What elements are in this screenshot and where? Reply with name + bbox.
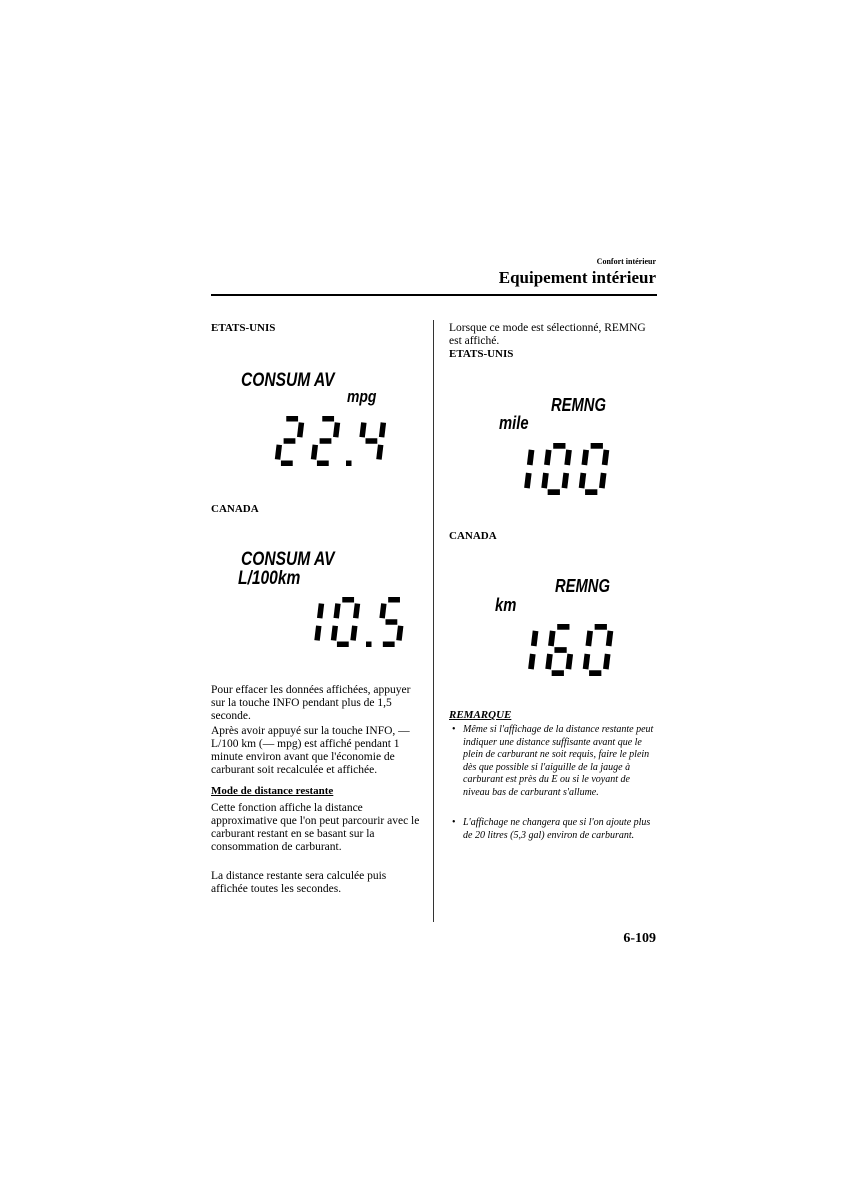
- lcd-digits: [274, 416, 394, 466]
- page-title: Equipement intérieur: [498, 268, 656, 287]
- lcd-segment: [336, 604, 338, 619]
- lcd-unit: mpg: [347, 387, 377, 406]
- lcd-segment: [300, 423, 302, 438]
- lcd-segment: [584, 450, 586, 465]
- bullet-icon: •: [452, 724, 456, 735]
- lcd-segment: [382, 604, 384, 619]
- usa-heading-right: ETATS-UNIS: [449, 348, 514, 360]
- lcd-unit: L/100km: [238, 568, 301, 589]
- column-divider: [433, 320, 434, 922]
- lcd-segment: [588, 631, 590, 646]
- lcd-label: CONSUM AV: [241, 549, 335, 570]
- lcd-segment: [531, 654, 533, 669]
- lcd-unit: km: [495, 595, 517, 615]
- lcd-segment: [314, 445, 316, 460]
- lcd-segment: [278, 445, 280, 460]
- lcd-segment: [582, 473, 584, 488]
- lcd-segment: [317, 626, 319, 641]
- lcd-segment: [379, 445, 381, 460]
- section-label: Confort intérieur: [596, 257, 656, 266]
- paragraph-calculation: La distance restante sera calculée puis affichée toutes les secondes.: [211, 870, 387, 895]
- lcd-segment: [586, 654, 588, 669]
- lcd-segment: [382, 423, 384, 438]
- paragraph-remng-intro: Lorsque ce mode est sélectionné, REMNG est affiché.: [449, 322, 646, 347]
- lcd-segment: [548, 654, 550, 669]
- paragraph-clear-data: Pour effacer les données affichées, appuyer sur la touche INFO pendant plus de 1,5 seconde.: [211, 684, 411, 722]
- page-number: 6-109: [623, 931, 656, 946]
- lcd-digits: [503, 443, 613, 495]
- lcd-unit: mile: [499, 413, 529, 433]
- lcd-decimal-point: [366, 642, 372, 648]
- lcd-segment: [605, 450, 607, 465]
- bullet-icon: •: [452, 817, 456, 828]
- usa-heading-left: ETATS-UNIS: [211, 322, 276, 334]
- lcd-segment: [334, 626, 336, 641]
- paragraph-function-description: Cette fonction affiche la distance approximative que l'on peut parcourir avec le carburant restant en se basant sur la consommation de carburant.: [211, 802, 420, 853]
- lcd-segment: [527, 473, 529, 488]
- lcd-segment: [564, 473, 566, 488]
- remark-heading: REMARQUE: [449, 709, 512, 721]
- remark-item: L'affichage ne changera que si l'on ajoute plus de 20 litres (5,3 gal) environ de carburant.: [463, 817, 651, 841]
- lcd-segment: [609, 631, 611, 646]
- lcd-segment: [356, 604, 358, 619]
- lcd-segment: [568, 654, 570, 669]
- lcd-segment: [606, 654, 608, 669]
- lcd-segment: [551, 631, 553, 646]
- lcd-label: CONSUM AV: [241, 370, 335, 391]
- header-rule: [211, 294, 657, 296]
- canada-heading-left: CANADA: [211, 503, 259, 515]
- lcd-segment: [362, 423, 364, 438]
- paragraph-info-button: Après avoir appuyé sur la touche INFO, — L/100 km (— mpg) est affiché pendant 1 minute environ avant que l'économie de carburant soit recalculée et affichée.: [211, 725, 410, 776]
- lcd-segment: [534, 631, 536, 646]
- lcd-segment: [530, 450, 532, 465]
- lcd-segment: [602, 473, 604, 488]
- lcd-decimal-point: [346, 461, 352, 467]
- lcd-segment: [353, 626, 355, 641]
- subheading-remaining-distance: Mode de distance restante: [211, 785, 334, 797]
- lcd-label: REMNG: [551, 395, 606, 415]
- lcd-segment: [547, 450, 549, 465]
- lcd-segment: [567, 450, 569, 465]
- lcd-segment: [544, 473, 546, 488]
- lcd-label: REMNG: [555, 576, 610, 596]
- canada-heading-right: CANADA: [449, 530, 497, 542]
- lcd-digits: [507, 624, 617, 676]
- remark-item: Même si l'affichage de la distance restante peut indiquer une distance suffisante avant que le plein de carburant ne soit requis, faire le plein dès que possible si l'aiguille de la jauge à carburant est près du E ou si le voyant de niveau bas de carburant s'allume.: [463, 724, 654, 798]
- lcd-segment: [336, 423, 338, 438]
- lcd-digits: [294, 597, 394, 647]
- lcd-segment: [399, 626, 401, 641]
- lcd-segment: [320, 604, 322, 619]
